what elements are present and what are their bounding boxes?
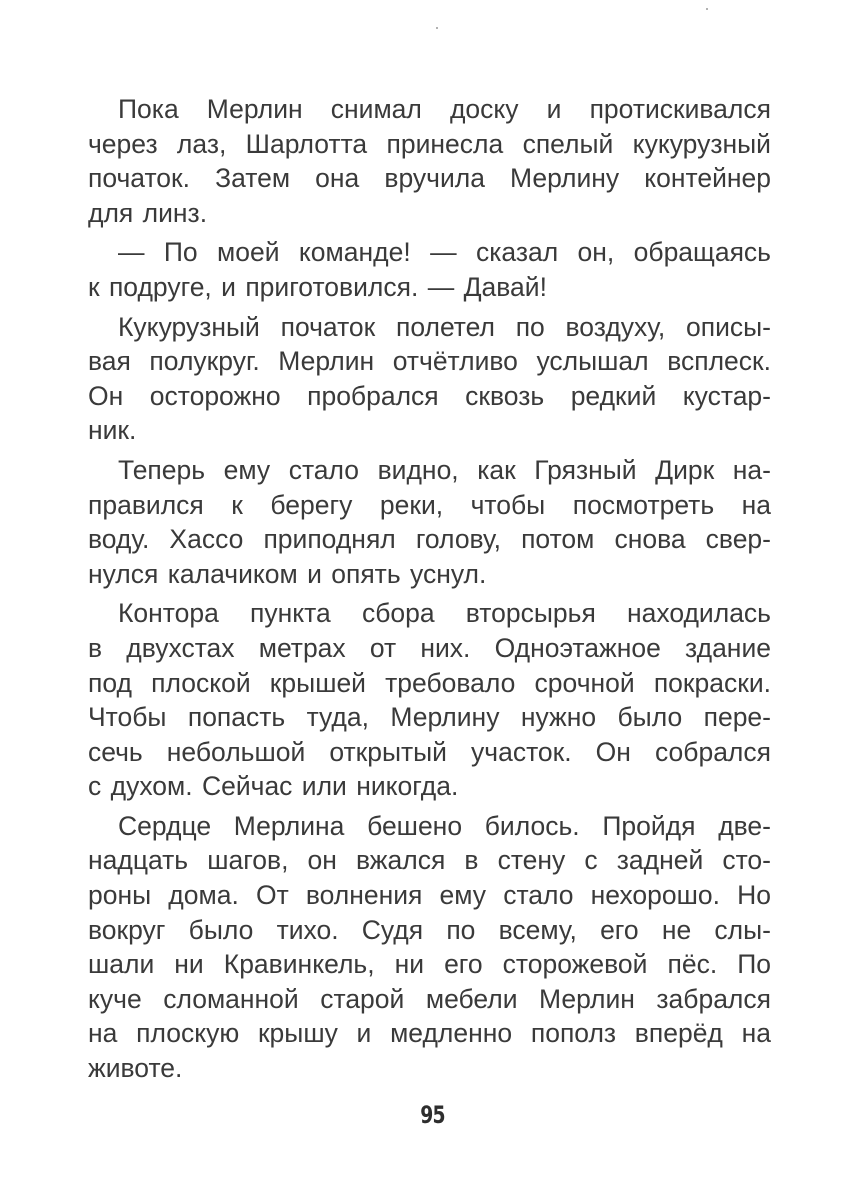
text-line: сечь небольшой открытый участок. Он собрался [88,736,771,767]
text-line: с духом. Сейчас или никогда. [88,771,459,802]
text-line: правился к берегу реки, чтобы посмотреть на [88,489,771,520]
text-line: для линз. [88,197,208,228]
paragraph [88,809,771,1086]
text-line: куче сломанной старой мебели Мерлин забрался [88,983,771,1014]
text-line: Теперь ему стало видно, как Грязный Дирк на- [118,454,771,485]
paragraph [88,453,771,591]
text-line: Кукурузный початок полетел по воздуху, описы- [118,311,771,342]
text-line: через лаз, Шарлотта принесла спелый кукурузный [88,128,771,159]
text-line: на плоскую крышу и медленно пополз вперёд на [88,1018,771,1049]
paragraph [88,235,771,304]
text-line: Сердце Мерлина бешено билось. Пройдя две- [118,810,771,841]
text-line: нулся калачиком и опять уснул. [88,558,487,589]
text-line: вая полукруг. Мерлин отчётливо услышал всплеск. [88,346,771,377]
text-line: Чтобы попасть туда, Мерлину нужно было пере- [88,702,771,733]
text-line: надцать шагов, он вжался в стену с задней сто- [88,845,771,876]
page-number: 95 [420,1101,445,1129]
paragraph [88,310,771,448]
text-line: — По моей команде! — сказал он, обращаясь [118,237,771,268]
text-line: воду. Хассо приподнял голову, потом снова свер- [88,524,771,555]
text-line: початок. Затем она вручила Мерлину контейнер [88,163,771,194]
print-speck [436,27,438,29]
text-line: Он осторожно пробрался сквозь редкий кустар- [88,380,771,411]
text-line: вокруг было тихо. Судя по всему, его не слы- [88,914,771,945]
paragraph [88,596,771,804]
text-line: Пока Мерлин снимал доску и протискивался [118,94,771,124]
text-line: в двухстах метрах от них. Одноэтажное здание [88,632,771,663]
text-line: Контора пункта сбора вторсырья находилась [118,598,771,629]
text-block [88,92,771,1091]
text-line: шали ни Кравинкель, ни его сторожевой пёс. По [88,949,771,980]
text-line: к подруге, и приготовился. — Давай! [88,271,547,302]
text-line: животе. [88,1053,183,1084]
text-line: роны дома. От волнения ему стало нехорошо. Но [88,880,771,911]
print-speck [706,8,708,10]
text-line: под плоской крышей требовало срочной покраски. [88,667,771,698]
paragraph [88,92,771,230]
text-line: ник. [88,415,137,446]
